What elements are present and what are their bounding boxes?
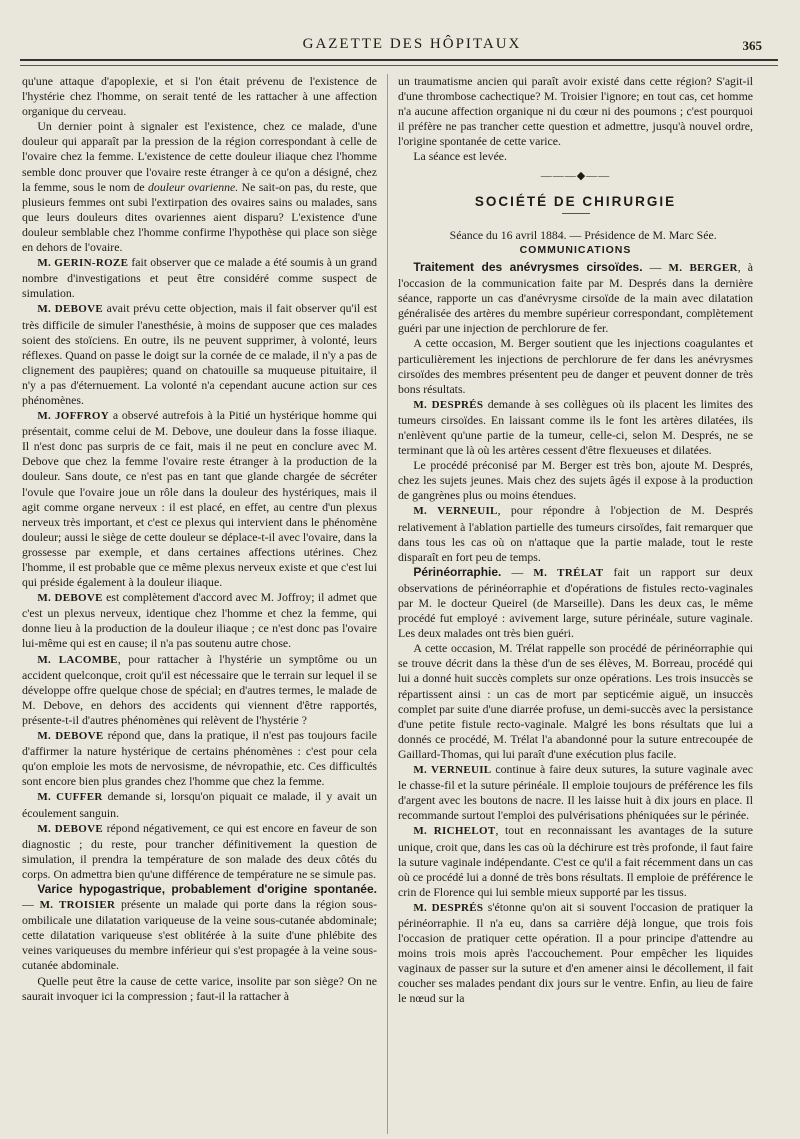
speaker-name: M. DEBOVE [37,303,104,316]
speaker-name: M. BERGER [668,261,738,274]
paragraph-text: , à l'occasion de la communication faite par M. Després dans la dernière séance, rapporte un cas d'anévrysme cirsoïde de la main avec dilatation généralisée des artères du membre supérieur correspondant, complètement guéri par une injection de perchlorure de fer. [398,259,753,336]
paragraph [22,255,377,301]
topic-heading: Traitement des anévrysmes cirsoïdes. [413,259,643,274]
header-rule-thin [20,65,778,66]
paragraph [22,119,377,255]
emphasis-text: douleur ovarienne. [148,179,239,194]
paragraph-text: , tout en reconnaissant les avantages de la suture unique, croit que, dans les cas où la déchirure est très profonde, il faut faire la suture vaginale indépendante. C'est ce qu'il a fait récemment dans un cas où ce procédé lui a donné de très bons résultats. Il emploie de préférence le crin de Florence qui lui semble mieux supporté par les tissus. [398,823,753,899]
subheading: COMMUNICATIONS [519,243,632,256]
paragraph: un traumatisme ancien qui paraît avoir existé dans cette région? S'agit-il d'une thrombose cachectique? M. Troisier l'ignore; en tout cas, cet homme n'a aucune affection organique ni du cœur ni des poumons ; c'est pourquoi il préfère ne pas trancher cette question et admettre, jusqu'à nouvel ordre, l'origine spontanée de cette varice. [398,74,753,149]
session-line: Séance du 16 avril 1884. — Présidence de M. Marc Sée. [449,227,717,242]
speaker-name: M. JOFFROY [37,410,110,423]
section-title: SOCIÉTÉ DE CHIRURGIE [474,193,677,209]
speaker-name: M. DESPRÉS [413,398,484,411]
paragraph [22,301,377,408]
paragraph [398,565,753,641]
paragraph: La séance est levée. [413,149,507,164]
topic-heading: Varice hypogastrique, probablement d'origine spontanée. [37,881,377,896]
paragraph [398,260,753,336]
paragraph-text: fait un rapport sur deux observations de périnéorraphie et d'opérations de fistules recto-vaginales par M. le docteur Queirel (de Marseille). Dans les deux cas, le même procédé fut employé : avivement large, suture périnéale, suture vaginale. Les deux malades ont très bien guéri. [398,564,753,641]
page-header [62,36,762,56]
speaker-name: M. DESPRÉS [413,901,484,914]
paragraph-text: continue à faire deux sutures, la suture vaginale avec le chasse-fil et la suture périnéale. Il emploie toujours de préférence les fils d'argent avec les boutons de nacre. Il les laisse huit à dix jours en place. Il recommande surtout l'emploi des pulvérisations phéniquées sur le périnée. [398,762,753,823]
paragraph-text: Un dernier point à signaler est l'existence, chez ce malade, d'une douleur qui apparaît par la pression de la région correspondant à celle de l'ovaire chez la femme. L'existence de cette douleur iliaque chez l'homme semble donc prouver que l'ovaire reste étranger à ce qu'on a désigné, chez la femme, sous le nom de [22,119,377,194]
paragraph-text: demande si, lorsqu'on piquait ce malade, il y avait un écoulement sanguin. [22,789,377,820]
paragraph: Le procédé préconisé par M. Berger est très bon, ajoute M. Després, chez les sujets jeunes. Mais chez des sujets âgés il expose à la production de gangrènes plus ou moins étendues. [398,458,753,503]
paragraph [398,503,753,564]
paragraph-text: présente un malade qui porte dans la région sous-ombilicale une dilatation variqueuse de la veine sous-cutanée abdominale; cette dilatation variqueuse s'est oblitérée à la suite d'une phlébite des veines variqueuses du membre inférieur qui s'est propagée à la veine sous-cutanée abdominale. [22,897,377,973]
paragraph [398,397,753,458]
paragraph: Quelle peut être la cause de cette varice, insolite par son siège? On ne saurait invoquer ici la compression ; faut-il la rattacher à [22,973,377,1003]
running-title: GAZETTE DES HÔPITAUX [302,36,522,52]
paragraph-text: avait prévu cette objection, mais il fait observer qu'il est très difficile de simuler l'anesthésie, à moins de supposer que ces malades soient des stoïciens. En outre, ils ne peuvent supprimer, à volonté, leurs réflexes. Quand on passe le doigt sur la cornée de ce malade, il n'y a pas de clignement des paupières; quand on chatouille sa muqueuse pituitaire, il n'y a pas d'éternuement. La volonté n'a cependant aucune action sur ces phénomènes. [22,301,377,407]
column-divider [387,74,388,1134]
speaker-name: M. VERNEUIL [413,764,492,777]
paragraph [398,762,753,823]
paragraph: qu'une attaque d'apoplexie, et si l'on était prévenu de l'existence de l'hystérie chez l'homme, on serait tenté de les rattacher à une affection organique du cerveau. [22,74,377,119]
topic-heading: Périnéorraphie. [413,564,502,579]
dash: — [501,564,534,579]
paragraph [398,823,753,899]
paragraph-text: , pour répondre à l'objection de M. Després relativement à l'ablation partielle des tumeurs cirsoïdes, fait remarquer que dans tous les cas où on n'attaque que la partie malade, tout le reste disparaît en fort peu de temps. [398,503,753,564]
paragraph: A cette occasion, M. Berger soutient que les injections coagulantes et particulièrement les injections de perchlorure de fer dans les anévrysmes cirsoïdes des membres présentent peu de danger et peuvent donner de très bons résultats. [398,336,753,396]
paragraph [22,821,377,882]
paragraph-text: est complètement d'accord avec M. Joffroy; il admet que c'est un plexus nerveux, identique chez l'homme et chez la femme, qui donne lieu à la production de la douleur iliaque ; ce n'est donc pas l'ovaire lui-même qui est en cause; il n'a pas soutenu autre chose. [22,590,377,651]
section-ornament: ———◆—— [540,169,611,182]
speaker-name: M. TROISIER [39,899,116,912]
speaker-name: M. TRÉLAT [533,566,604,579]
speaker-name: M. DEBOVE [37,822,104,835]
speaker-name: M. GERIN-ROZE [37,257,129,270]
page-number: 365 [742,38,762,53]
title-rule [562,213,590,214]
paragraph [22,408,377,590]
paragraph [22,882,377,974]
paragraph-text: , pour rattacher à l'hystérie un symptôme ou un accident quelconque, croit qu'il est nécessaire que le terrain sur lequel il se développe offre quelque chose de spécial; en d'autres termes, le malade de M. Debove, en dehors des accidents qui viennent d'être rapportés, présente-t-il d'autres phénomènes qui relèvent de l'hystérie ? [22,651,377,727]
speaker-name: M. DEBOVE [37,730,104,743]
speaker-name: M. VERNEUIL [413,505,498,518]
header-rule-thick [20,59,778,61]
paragraph-text: s'étonne qu'on ait si souvent l'occasion de pratiquer la périnéorraphie. Il n'a eu, dans sa carrière déjà longue, que trois fois l'occasion de pratiquer cette opération. Il a pour principe d'attendre au moins trois mois après l'accouchement. Pour empêcher les liquides vaginaux de passer sur la suture et d'en amener ainsi le décollement, il fait coucher ses malades pendant dix jours sur le ventre. Enfin, au lieu de faire le nœud sur la [398,899,753,1006]
paragraph-text: répond négativement, ce qui est encore en faveur de son diagnostic ; du reste, pour trancher définitivement la question de simulation, il prendra la température de son malade des deux côtés du corps. On admettra bien qu'une différence de température ne se simule pas. [22,820,377,881]
speaker-name: M. CUFFER [37,791,103,804]
paragraph [22,789,377,820]
paragraph-text: a observé autrefois à la Pitié un hystérique homme qui présentait, comme celui de M. Debove, une douleur dans la fosse iliaque. Il n'est donc pas surpris de ce fait, mais il ne peut en conclure avec M. Debove que chez la femme l'ovaire reste étranger à la production de la douleur. Sans doute, ce n'est pas en tant que glande chargée de sécréter l'ovule que l'ovaire joue un rôle dans la douleur des hystériques, mais il agit comme organe nerveux : il est placé, en effet, au centre d'un plexus nerveux très important, et c'est ce plexus qui intervient dans le phénomène douleur; aussi le siège de cette douleur se déplace-t-il avec l'ovaire, dans la grossesse par exemple, et dans certaines affections utérines. Chez l'homme, il est probable que ce même plexus nerveux existe et que c'est lui qui préside également à la douleur iliaque. [22,408,377,590]
paragraph-text: Ne sait-on pas, du reste, que plusieurs femmes ont subi l'extirpation des ovaires sains ou malades, sans que leurs douleurs dites ovariennes aient disparu? L'existence d'une douleur semblable chez l'homme confirme l'hypothèse qui place son siège en dehors de l'ovaire. [22,179,377,255]
speaker-name: M. DEBOVE [37,592,103,605]
speaker-name: M. RICHELOT [413,825,496,838]
paragraph [22,590,377,651]
speaker-name: M. LACOMBE [37,653,118,666]
paragraph [398,900,753,1007]
paragraph-text: répond que, dans la pratique, il n'est pas toujours facile d'affirmer la nature hystérique de certains phénomènes : c'est pour cela qu'on emploie les mots de nervosisme, de névropathie, etc. Ces difficultés sont encore bien plus grandes chez l'homme que chez la femme. [22,728,377,789]
left-column [22,74,377,1134]
right-column [398,74,753,1134]
paragraph [22,652,377,728]
dash: — [642,259,669,274]
dash: — [22,897,40,912]
paragraph [22,728,377,789]
paragraph-text: demande à ses collègues où ils placent les limites des tumeurs cirsoïdes. En laissant comme ils le font les artères dilatées, ils n'enlèvent qu'une partie de la tumeur, celle-ci, selon M. Després, ne se terminant que là où les artères cessent d'être flexueuses et dilatées. [398,396,753,458]
paragraph-text: fait observer que ce malade a été soumis à un grand nombre d'investigations et peut être considéré comme suspect de simulation. [22,255,377,301]
paragraph: A cette occasion, M. Trélat rappelle son procédé de périnéorraphie qui se trouve décrit dans la thèse d'un de ses élèves, M. Borreau, procédé qui lui a donné huit succès complets sur onze opérations. Les trois insuccès se répartissent ainsi : un cas de mort par septicémie aiguë, un insuccès complet par suite d'une diarrée profuse, un demi-succès avec la persistance d'une petite fistule recto-vaginale. Malgré les bons résultats que lui a donnés ce procédé, M. Trélat l'a abandonné pour la suture entrecoupée de Gaillard-Thomas, qui lui paraît d'une exécution plus facile. [398,641,753,761]
